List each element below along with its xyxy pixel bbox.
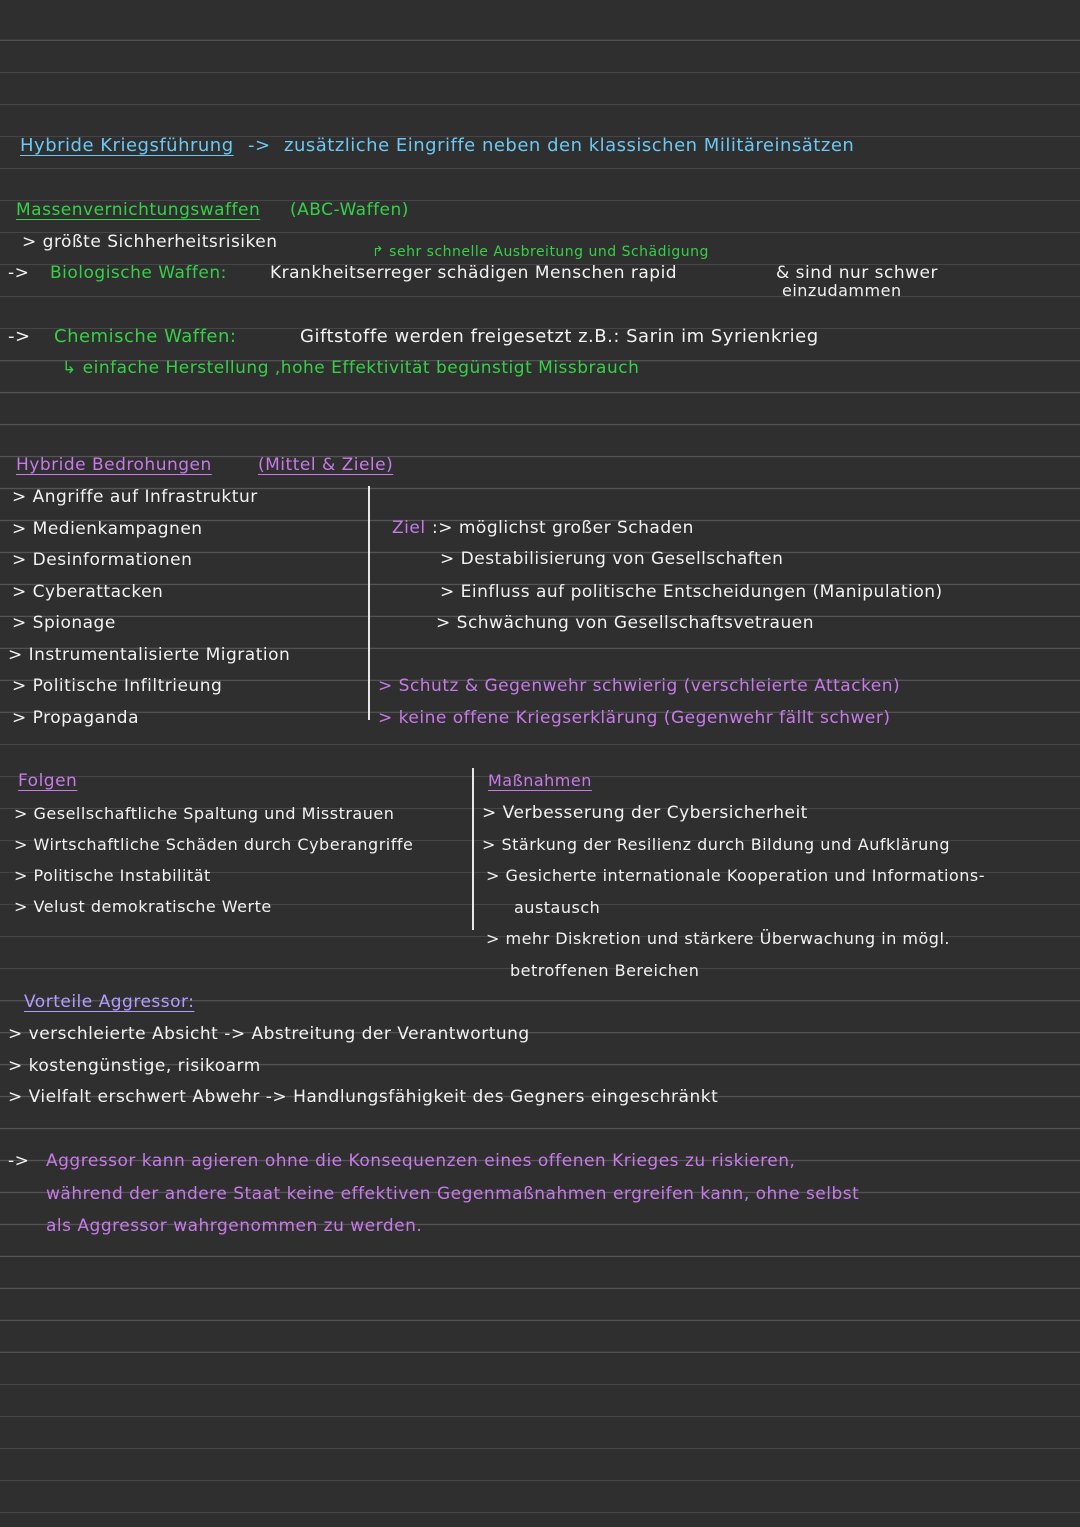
chem-sub: ↳ einfache Herstellung ,hohe Effektivität begünstigt Missbrauch (62, 358, 640, 378)
advantage-item: > Vielfalt erschwert Abwehr -> Handlungsfähigkeit des Gegners eingeschränkt (8, 1087, 719, 1107)
threats-heading-note: (Mittel & Ziele) (258, 455, 394, 475)
bio-note: ↱ sehr schnelle Ausbreitung und Schädigung (372, 244, 709, 260)
wmd-heading: Massenvernichtungswaffen (16, 200, 261, 220)
measure-item: betroffenen Bereichen (510, 961, 700, 980)
conclusion-line: während der andere Staat keine effektiven Gegenmaßnahmen ergreifen kann, ohne selbst (46, 1184, 860, 1204)
goal-main: :> möglichst großer Schaden (432, 518, 694, 538)
goal-label: Ziel (392, 518, 426, 538)
wmd-heading-note: (ABC-Waffen) (290, 200, 409, 220)
advantages-heading: Vorteile Aggressor: (24, 992, 195, 1012)
threats-divider (368, 486, 370, 720)
chem-text: Giftstoffe werden freigesetzt z.B.: Sarin im Syrienkrieg (300, 326, 819, 347)
means-item: > Spionage (12, 613, 116, 633)
wmd-risk: > größte Sichherheitsrisiken (22, 232, 278, 252)
bio-label: Biologische Waffen: (50, 263, 227, 283)
bio-text-end: & sind nur schwer (776, 263, 938, 283)
conclusion-line: Aggressor kann agieren ohne die Konsequenzen eines offenen Krieges zu riskieren, (46, 1151, 796, 1171)
advantage-item: > verschleierte Absicht -> Abstreitung der Verantwortung (8, 1024, 530, 1044)
means-item: > Politische Infiltrieung (12, 676, 223, 696)
measure-item: > Gesicherte internationale Kooperation und Informations- (486, 866, 985, 885)
consequence-item: > Wirtschaftliche Schäden durch Cyberangriffe (14, 835, 414, 854)
goal-item: > Schwächung von Gesellschaftsvetrauen (436, 613, 814, 633)
consequences-divider (472, 768, 474, 930)
measure-item: austausch (514, 898, 601, 917)
bio-text: Krankheitserreger schädigen Menschen rapid (270, 263, 678, 283)
conclusion-arrow: -> (8, 1151, 30, 1171)
consequence-item: > Gesellschaftliche Spaltung und Misstrauen (14, 804, 395, 823)
means-item: > Angriffe auf Infrastruktur (12, 487, 258, 507)
hybrid-warfare-definition: zusätzliche Eingriffe neben den klassischen Militäreinsätzen (284, 135, 855, 156)
measure-item: > Verbesserung der Cybersicherheit (482, 803, 808, 823)
goal-item: > Destabilisierung von Gesellschaften (440, 549, 784, 569)
goal-item: > Einfluss auf politische Entscheidungen (Manipulation) (440, 582, 943, 602)
means-item: > Desinformationen (12, 550, 193, 570)
advantage-item: > kostengünstige, risikoarm (8, 1056, 261, 1076)
means-item: > Medienkampagnen (12, 519, 203, 539)
means-item: > Instrumentalisierte Migration (8, 645, 291, 665)
hybrid-warfare-arrow: -> (248, 135, 271, 156)
consequence-item: > Politische Instabilität (14, 866, 211, 885)
defense-item: > Schutz & Gegenwehr schwierig (verschleierte Attacken) (378, 676, 901, 696)
means-item: > Cyberattacken (12, 582, 164, 602)
measure-item: > mehr Diskretion und stärkere Überwachung in mögl. (486, 929, 950, 948)
means-item: > Propaganda (12, 708, 140, 728)
hybrid-warfare-title: Hybride Kriegsführung (20, 135, 234, 156)
chem-arrow: -> (8, 326, 31, 347)
measures-heading: Maßnahmen (488, 771, 592, 790)
bio-text-end2: einzudammen (782, 281, 902, 300)
bio-arrow: -> (8, 263, 30, 283)
consequence-item: > Velust demokratische Werte (14, 897, 272, 916)
consequences-heading: Folgen (18, 771, 78, 791)
conclusion-line: als Aggressor wahrgenommen zu werden. (46, 1216, 423, 1236)
defense-item: > keine offene Kriegserklärung (Gegenwehr fällt schwer) (378, 708, 891, 728)
measure-item: > Stärkung der Resilienz durch Bildung und Aufklärung (482, 835, 951, 854)
threats-heading: Hybride Bedrohungen (16, 455, 212, 475)
chem-label: Chemische Waffen: (54, 326, 237, 347)
